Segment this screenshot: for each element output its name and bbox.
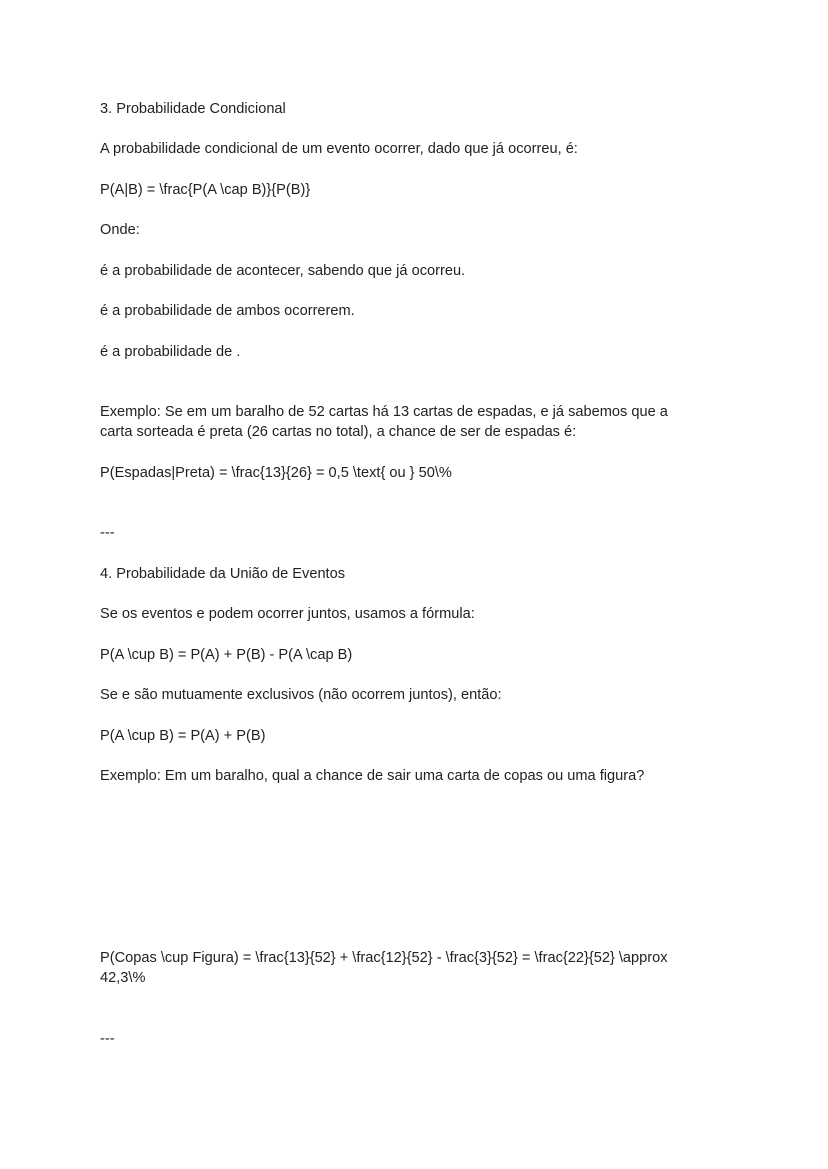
section-4-intro: Se os eventos e podem ocorrer juntos, usamos a fórmula: [100,606,475,622]
section-4-heading: 4. Probabilidade da União de Eventos [100,566,346,582]
example-text-line-1: Exemplo: Se em um baralho de 52 cartas há 13 cartas de espadas, e já sabemos que a [100,404,668,420]
example-formula-line-1: P(Copas \cup Figura) = \frac{13}{52} + \frac{12}{52} - \frac{3}{52} = \frac{22}{52} \approx [100,950,668,966]
definition-item: é a probabilidade de . [100,344,241,360]
separator: --- [100,1031,115,1047]
example-formula: P(Espadas|Preta) = \frac{13}{26} = 0,5 \text{ ou } 50\% [100,465,452,481]
example-text-line-2: carta sorteada é preta (26 cartas no total), a chance de ser de espadas é: [100,424,577,440]
onde-label: Onde: [100,222,140,238]
separator: --- [100,525,115,541]
exclusive-formula: P(A \cup B) = P(A) + P(B) [100,728,266,744]
definition-item: é a probabilidade de acontecer, sabendo que já ocorreu. [100,263,466,279]
example-formula-line-2: 42,3\% [100,970,146,986]
conditional-formula: P(A|B) = \frac{P(A \cap B)}{P(B)} [100,182,311,198]
exclusive-text: Se e são mutuamente exclusivos (não ocorrem juntos), então: [100,687,502,703]
union-formula: P(A \cup B) = P(A) + P(B) - P(A \cap B) [100,647,353,663]
section-3-heading: 3. Probabilidade Condicional [100,101,286,117]
definition-item: é a probabilidade de ambos ocorrerem. [100,303,355,319]
section-3-intro: A probabilidade condicional de um evento ocorrer, dado que já ocorreu, é: [100,141,578,157]
example-text: Exemplo: Em um baralho, qual a chance de sair uma carta de copas ou uma figura? [100,768,645,784]
